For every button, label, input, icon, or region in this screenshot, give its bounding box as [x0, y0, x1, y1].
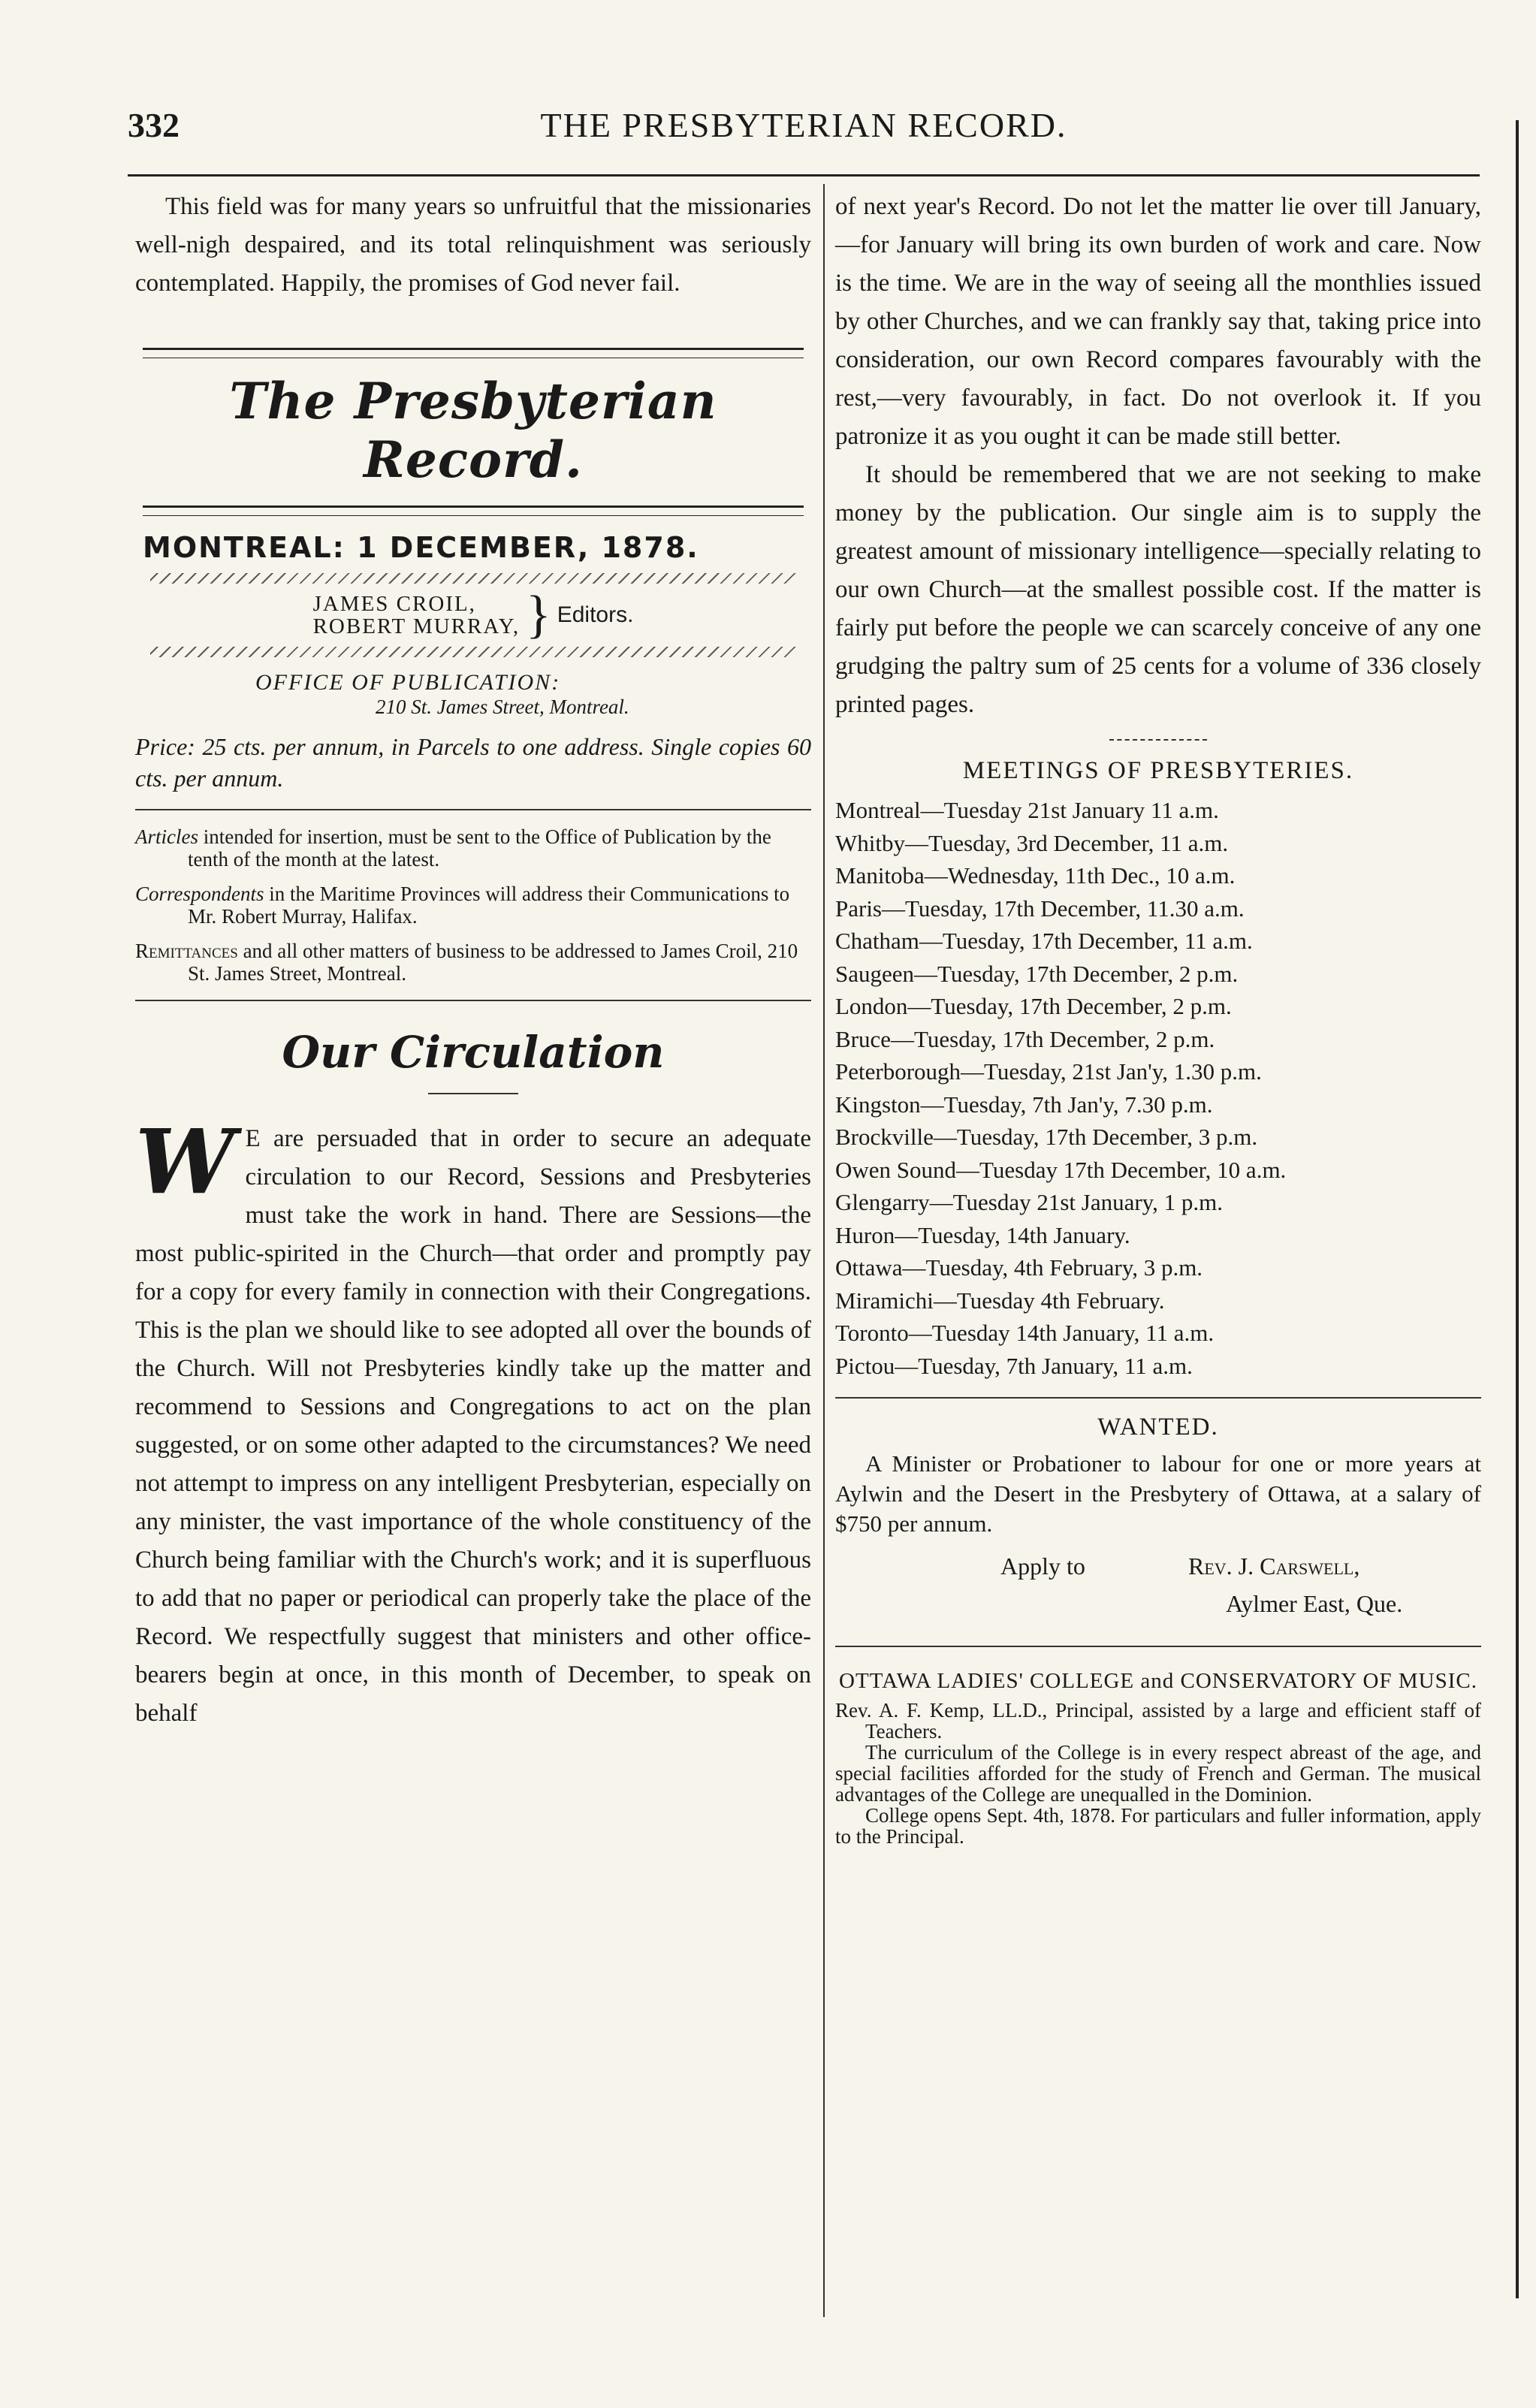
- masthead-rule-top: [143, 348, 804, 358]
- price-line: Price: 25 cts. per annum, in Parcels to one address. Single copies 60 cts. per annum.: [135, 733, 811, 792]
- meeting-item: Bruce—Tuesday, 17th December, 2 p.m.: [835, 1025, 1215, 1052]
- notice-remittances: [135, 940, 811, 985]
- wanted-title: WANTED.: [1097, 1414, 1219, 1441]
- article-body: [135, 1109, 811, 1733]
- running-title: THE PRESBYTERIAN RECORD.: [540, 106, 1067, 144]
- continued-paragraph: of next year's Record. Do not let the matter lie over till January,—for January will bring its own burden of work and care. Now is the time. We are in the way of seeing all the monthlies issued by other Churches, and we can frankly say that, taking price into consideration, our own Record compares favourably with the rest,—very favourably, in fact. Do not overlook it. If you patronize it as you ought it can be made still better.: [835, 193, 1481, 450]
- meeting-item: Ottawa—Tuesday, 4th February, 3 p.m.: [835, 1254, 1203, 1281]
- notice-lead: Correspondents: [135, 883, 264, 905]
- editor-name: JAMES CROIL,: [312, 592, 476, 616]
- meeting-item: Huron—Tuesday, 14th January.: [835, 1221, 1130, 1248]
- section-rule: [835, 1397, 1481, 1399]
- meeting-item: Chatham—Tuesday, 17th December, 11 a.m.: [835, 928, 1253, 954]
- meeting-item: Peterborough—Tuesday, 21st Jan'y, 1.30 p.m.: [835, 1058, 1262, 1085]
- dash-rule: [1109, 739, 1207, 741]
- meeting-item: Owen Sound—Tuesday 17th December, 10 a.m.: [835, 1156, 1287, 1183]
- meeting-item: Toronto—Tuesday 14th January, 11 a.m.: [835, 1320, 1215, 1346]
- meeting-item: Whitby—Tuesday, 3rd December, 11 a.m.: [835, 829, 1229, 856]
- wanted-text: A Minister or Probationer to labour for one or more years at Aylwin and the Desert in the Presbytery of Ottawa, at a salary of $750 per annum.: [835, 1450, 1481, 1537]
- intro-paragraph: This field was for many years so unfruitful that the missionaries well-nigh despaired, and its total relinquishment was seriously contemplated. Happily, the promises of God never fail.: [135, 193, 811, 297]
- masthead-title: The Presbyterian Record.: [229, 372, 717, 489]
- brace-glyph: }: [526, 586, 551, 644]
- meeting-item: Pictou—Tuesday, 7th January, 11 a.m.: [835, 1352, 1193, 1379]
- masthead-rule-bottom: [143, 505, 804, 516]
- office-address: 210 St. James Street, Montreal.: [376, 696, 629, 718]
- college-head: Rev. A. F. Kemp, LL.D., Principal, assisted by a large and efficient staff of Teachers.: [835, 1699, 1481, 1743]
- right-column: [835, 188, 1481, 1847]
- apply-name: Rev. J. Carswell,: [1188, 1553, 1360, 1580]
- notice-text: in the Maritime Provinces will address their Communications to Mr. Robert Murray, Halifax.: [188, 883, 790, 928]
- notice-text: and all other matters of business to be addressed to James Croil, 210 St. James Street, Montreal.: [188, 940, 798, 985]
- section-rule: [135, 809, 811, 810]
- short-rule: [428, 1093, 518, 1094]
- apply-block: [835, 1548, 1481, 1631]
- meeting-item: Manitoba—Wednesday, 11th Dec., 10 a.m.: [835, 862, 1236, 889]
- editor-name: ROBERT MURRAY,: [312, 614, 521, 638]
- editors-block: [135, 586, 811, 644]
- dateline: MONTREAL: 1 DECEMBER, 1878.: [143, 531, 699, 564]
- column-divider: [823, 184, 825, 2317]
- wavy-divider: [150, 647, 796, 657]
- notice-lead: Articles: [135, 825, 198, 848]
- left-column: [135, 188, 811, 1733]
- meetings-list: [835, 794, 1481, 1382]
- notice-correspondents: [135, 883, 811, 928]
- article-paragraph: It should be remembered that we are not seeking to make money by the publication. Our single aim is to supply the greatest amount of missionary intelligence—specially relating to our own Church—at the smallest possible cost. If the matter is fairly put before the people we can scarcely conceive of any one grudging the paltry sum of 25 cents for a volume of 336 closely printed pages.: [835, 461, 1481, 718]
- meeting-item: Glengarry—Tuesday 21st January, 1 p.m.: [835, 1189, 1224, 1215]
- meeting-item: London—Tuesday, 17th December, 2 p.m.: [835, 993, 1232, 1019]
- drop-cap: W: [135, 1109, 235, 1214]
- editors-label: Editors.: [557, 602, 634, 627]
- apply-place: Aylmer East, Que.: [1226, 1590, 1403, 1617]
- meeting-item: Montreal—Tuesday 21st January 11 a.m.: [835, 797, 1219, 823]
- wavy-divider: [150, 573, 796, 584]
- college-title: OTTAWA LADIES' COLLEGE and CONSERVATORY OF MUSIC.: [839, 1669, 1477, 1693]
- notice-articles: [135, 825, 811, 871]
- apply-to: Apply to: [1000, 1553, 1085, 1580]
- meeting-item: Kingston—Tuesday, 7th Jan'y, 7.30 p.m.: [835, 1091, 1213, 1118]
- page-edge-rule: [1516, 120, 1519, 2298]
- editor-names: [313, 593, 521, 638]
- college-open: College opens Sept. 4th, 1878. For particulars and fuller information, apply to the Principal.: [835, 1804, 1481, 1848]
- meeting-item: Paris—Tuesday, 17th December, 11.30 a.m.: [835, 895, 1245, 922]
- meeting-item: Brockville—Tuesday, 17th December, 3 p.m.: [835, 1124, 1258, 1150]
- section-rule: [135, 1000, 811, 1001]
- section-rule: [835, 1646, 1481, 1647]
- article-paragraph: E are persuaded that in order to secure an adequate circulation to our Record, Sessions and Presbyteries must take the work in hand. There are Sessions—the most public-spirited in the Church—that order and promptly pay for a copy for every family in connection with their Congregations. This is the plan we should like to see adopted all over the bounds of the Church. Will not Presbyteries kindly take up the matter and recommend to Sessions and Congregations to act on the plan suggested, or on some other adapted to the circumstances? We need not attempt to impress on any intelligent Presbyterian, especially on any minister, the vast importance of the whole constituency of the Church being familiar with the Church's work; and it is superfluous to add that no paper or periodical can properly take the place of the Record. We respectfully suggest that ministers and other office-bearers begin at once, in this month of December, to speak on behalf: [135, 1125, 811, 1727]
- page-header: [128, 105, 1480, 158]
- notice-text: intended for insertion, must be sent to the Office of Publication by the tenth of the month at the latest.: [188, 825, 771, 871]
- section-title: Our Circulation: [282, 1027, 665, 1078]
- office-of-publication: [255, 671, 811, 719]
- meetings-title: MEETINGS OF PRESBYTERIES.: [962, 757, 1354, 784]
- page-number: 332: [128, 106, 180, 144]
- meeting-item: Miramichi—Tuesday 4th February.: [835, 1287, 1165, 1314]
- office-label: OFFICE OF PUBLICATION:: [255, 670, 561, 695]
- notice-lead: Remittances: [135, 940, 238, 962]
- header-rule: [128, 174, 1480, 177]
- college-body: The curriculum of the College is in every respect abreast of the age, and special facilities afforded for the study of French and German. The musical advantages of the College are unequalled in the Dominion.: [835, 1741, 1481, 1806]
- meeting-item: Saugeen—Tuesday, 17th December, 2 p.m.: [835, 960, 1239, 987]
